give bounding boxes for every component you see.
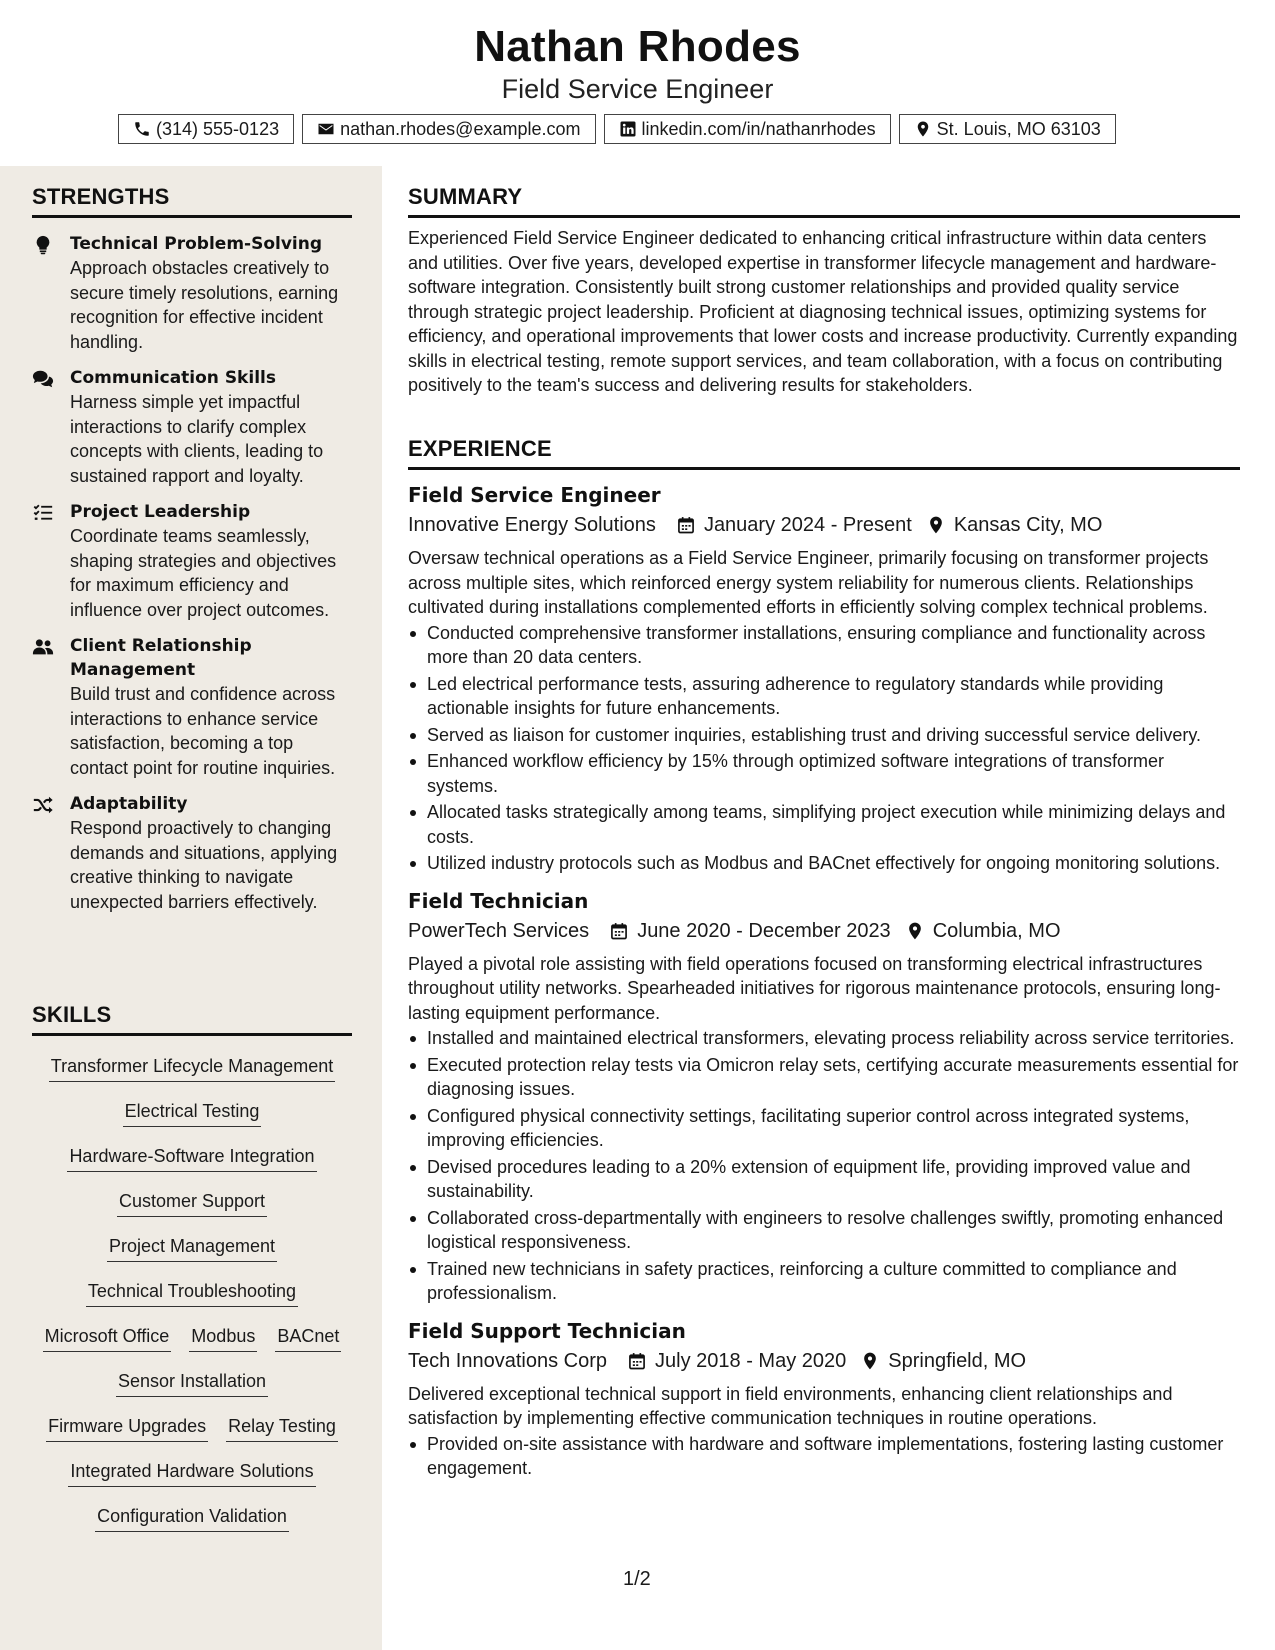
strength-title: Project Leadership [70,502,251,522]
list-item: Collaborated cross-departmentally with engineers to resolve challenges swiftly, promoting enhanced logistical responsiveness. [408,1206,1240,1255]
map-marker-icon [860,1351,880,1371]
skill-row [32,1459,352,1504]
contact-location-text: St. Louis, MO 63103 [936,118,1101,139]
skill-row [32,1054,352,1099]
skill-row [32,1504,352,1549]
candidate-name: Nathan Rhodes [474,22,801,71]
strengths-heading: STRENGTHS [32,184,352,218]
list-item: Allocated tasks strategically among teams, simplifying project execution while minimizing delays and costs. [408,800,1240,849]
list-item: Served as liaison for customer inquiries, establishing trust and driving successful service delivery. [408,723,1240,748]
lightbulb-icon [32,234,54,256]
envelope-icon [317,120,335,138]
job-description: Played a pivotal role assisting with field operations focused on transforming electrical infrastructures throughout utility networks. Spearheaded initiatives for rigorous maintenance protocols, ensuring long-lasting equipment performance. [408,953,1221,1023]
skill-row [32,1144,352,1189]
skill-row [32,1189,352,1234]
skill-row [32,1099,352,1144]
skill-tag: Relay Testing [226,1414,338,1442]
job-bullets [408,621,1240,876]
page-number: 1/2 [623,1568,651,1590]
job-role: Field Service Engineer [408,483,661,507]
skill-tag: Hardware-Software Integration [67,1144,316,1172]
candidate-title: Field Service Engineer [501,74,774,104]
strength-item [32,634,352,780]
strength-item [32,792,352,914]
contact-phone-text: (314) 555-0123 [156,118,280,139]
task-list-icon [32,502,54,524]
experience-section [408,436,1240,1483]
contact-linkedin[interactable] [604,114,891,144]
list-item: Executed protection relay tests via Omicron relay sets, certifying accurate measurements essential for diagnosing issues. [408,1053,1240,1102]
experience-heading: EXPERIENCE [408,436,1240,470]
contact-linkedin-text: linkedin.com/in/nathanrhodes [641,118,876,139]
strength-item [32,232,352,354]
summary-heading: SUMMARY [408,184,1240,218]
calendar-icon [676,515,696,535]
calendar-icon [627,1351,647,1371]
list-item: Provided on-site assistance with hardware and software implementations, fostering lasting customer engagement. [408,1432,1240,1481]
phone-icon [133,120,151,138]
linkedin-icon [619,120,637,138]
comments-icon [32,368,54,390]
skill-row [32,1234,352,1279]
list-item: Devised procedures leading to a 20% extension of equipment life, providing improved value and sustainability. [408,1155,1240,1204]
strength-description: Coordinate teams seamlessly, shaping strategies and objectives for maximum efficiency and influence over project outcomes. [70,526,337,620]
strength-item [32,500,352,622]
skill-tag: Electrical Testing [123,1099,262,1127]
contact-bar [118,114,1116,144]
strength-item [32,366,352,488]
job-company: Innovative Energy Solutions [408,514,656,536]
contact-email[interactable] [302,114,595,144]
job-meta [408,1346,1240,1376]
job-dates: January 2024 - Present [703,514,912,536]
strength-title: Adaptability [70,794,188,814]
strength-title: Technical Problem-Solving [70,234,323,254]
job-role: Field Technician [408,888,589,913]
strengths-section [32,184,352,914]
job-bullets [408,1026,1240,1306]
strength-description: Build trust and confidence across interactions to enhance service satisfaction, becoming a top contact point for routine inquiries. [70,684,336,778]
summary-text: Experienced Field Service Engineer dedicated to enhancing critical infrastructure within data centers and utilities. Over five years, developed expertise in transformer lifecycle management and hardware-software integration. Consistently built strong customer relationships and provided quality service through strategic project leadership. Proficient at diagnosing technical issues, optimizing systems for efficiency, and operational improvements that lower costs and increase productivity. Currently expanding skills in electrical testing, remote support services, and team collaboration, with a focus on contributing positively to the team's success and delivering results for stakeholders. [408,228,1238,395]
skill-tag: Firmware Upgrades [46,1414,208,1442]
job-location: Springfield, MO [888,1349,1027,1372]
job-meta [408,510,1240,540]
job-description: Oversaw technical operations as a Field Service Engineer, primarily focusing on transformer projects across multiple sites, which reinforced energy system reliability for numerous clients. Relationships cultivated during installations complemented efforts in efficiently solving complex technical problems. [408,548,1209,617]
job-role: Field Support Technician [408,1318,686,1343]
skill-tag: Customer Support [117,1189,267,1217]
contact-email-text: nathan.rhodes@example.com [340,118,581,139]
summary-section [408,184,1240,398]
shuffle-icon [32,794,54,816]
strength-description: Approach obstacles creatively to secure timely resolutions, earning recognition for effective incident handling. [70,258,339,352]
resume-header [0,0,1275,166]
list-item: Led electrical performance tests, assuring adherence to regulatory standards while providing actionable insights for future enhancements. [408,672,1240,721]
list-item: Enhanced workflow efficiency by 15% through optimized software integrations of transformer systems. [408,749,1240,798]
job-location: Columbia, MO [932,919,1061,942]
list-item: Utilized industry protocols such as Modbus and BACnet effectively for ongoing monitoring solutions. [408,851,1240,876]
map-marker-icon [926,515,946,535]
job-description: Delivered exceptional technical support in field environments, enhancing client relationships and satisfaction by implementing effective communication techniques in routine operations. [408,1383,1173,1428]
skills-section [32,1002,352,1549]
skill-tag: Transformer Lifecycle Management [49,1054,335,1082]
skill-tag: Integrated Hardware Solutions [68,1459,315,1487]
skill-tag: BACnet [275,1324,341,1352]
skill-tag: Technical Troubleshooting [86,1279,298,1307]
contact-location [899,114,1116,144]
map-marker-icon [905,921,925,941]
skills-heading: SKILLS [32,1002,352,1036]
skill-row [32,1414,352,1459]
strength-title: Client Relationship Management [70,636,252,680]
map-marker-icon [914,120,932,138]
strength-description: Harness simple yet impactful interactions to clarify complex concepts with clients, leading to sustained rapport and loyalty. [70,392,324,486]
skill-tag: Microsoft Office [43,1324,172,1352]
strength-title: Communication Skills [70,368,276,388]
contact-phone[interactable] [118,114,294,144]
job-company: Tech Innovations Corp [408,1349,608,1372]
skill-row [32,1279,352,1324]
job-meta [408,916,1240,946]
calendar-icon [609,921,629,941]
job-dates: June 2020 - December 2023 [637,919,891,942]
skill-row [32,1369,352,1414]
list-item: Trained new technicians in safety practices, reinforcing a culture committed to compliance and professionalism. [408,1257,1240,1306]
job-bullets [408,1432,1240,1481]
skill-tag: Project Management [107,1234,277,1262]
skill-tag: Modbus [189,1324,257,1352]
skill-row [32,1324,352,1369]
list-item: Configured physical connectivity settings, facilitating superior control across integrated systems, improving efficiencies. [408,1104,1240,1153]
skills-list [32,1054,352,1549]
strength-description: Respond proactively to changing demands and situations, applying creative thinking to navigate unexpected barriers effectively. [70,818,338,912]
skill-tag: Sensor Installation [116,1369,268,1397]
job-entry [408,480,1240,876]
users-icon [32,636,54,658]
sidebar [0,166,382,1650]
job-entry [408,1316,1240,1481]
list-item: Conducted comprehensive transformer installations, ensuring compliance and functionality across more than 20 data centers. [408,621,1240,670]
job-company: PowerTech Services [408,919,590,942]
job-location: Kansas City, MO [953,514,1103,536]
job-entry [408,886,1240,1306]
list-item: Installed and maintained electrical transformers, elevating process reliability across service territories. [408,1026,1240,1051]
job-dates: July 2018 - May 2020 [655,1349,847,1372]
skill-tag: Configuration Validation [95,1504,289,1532]
